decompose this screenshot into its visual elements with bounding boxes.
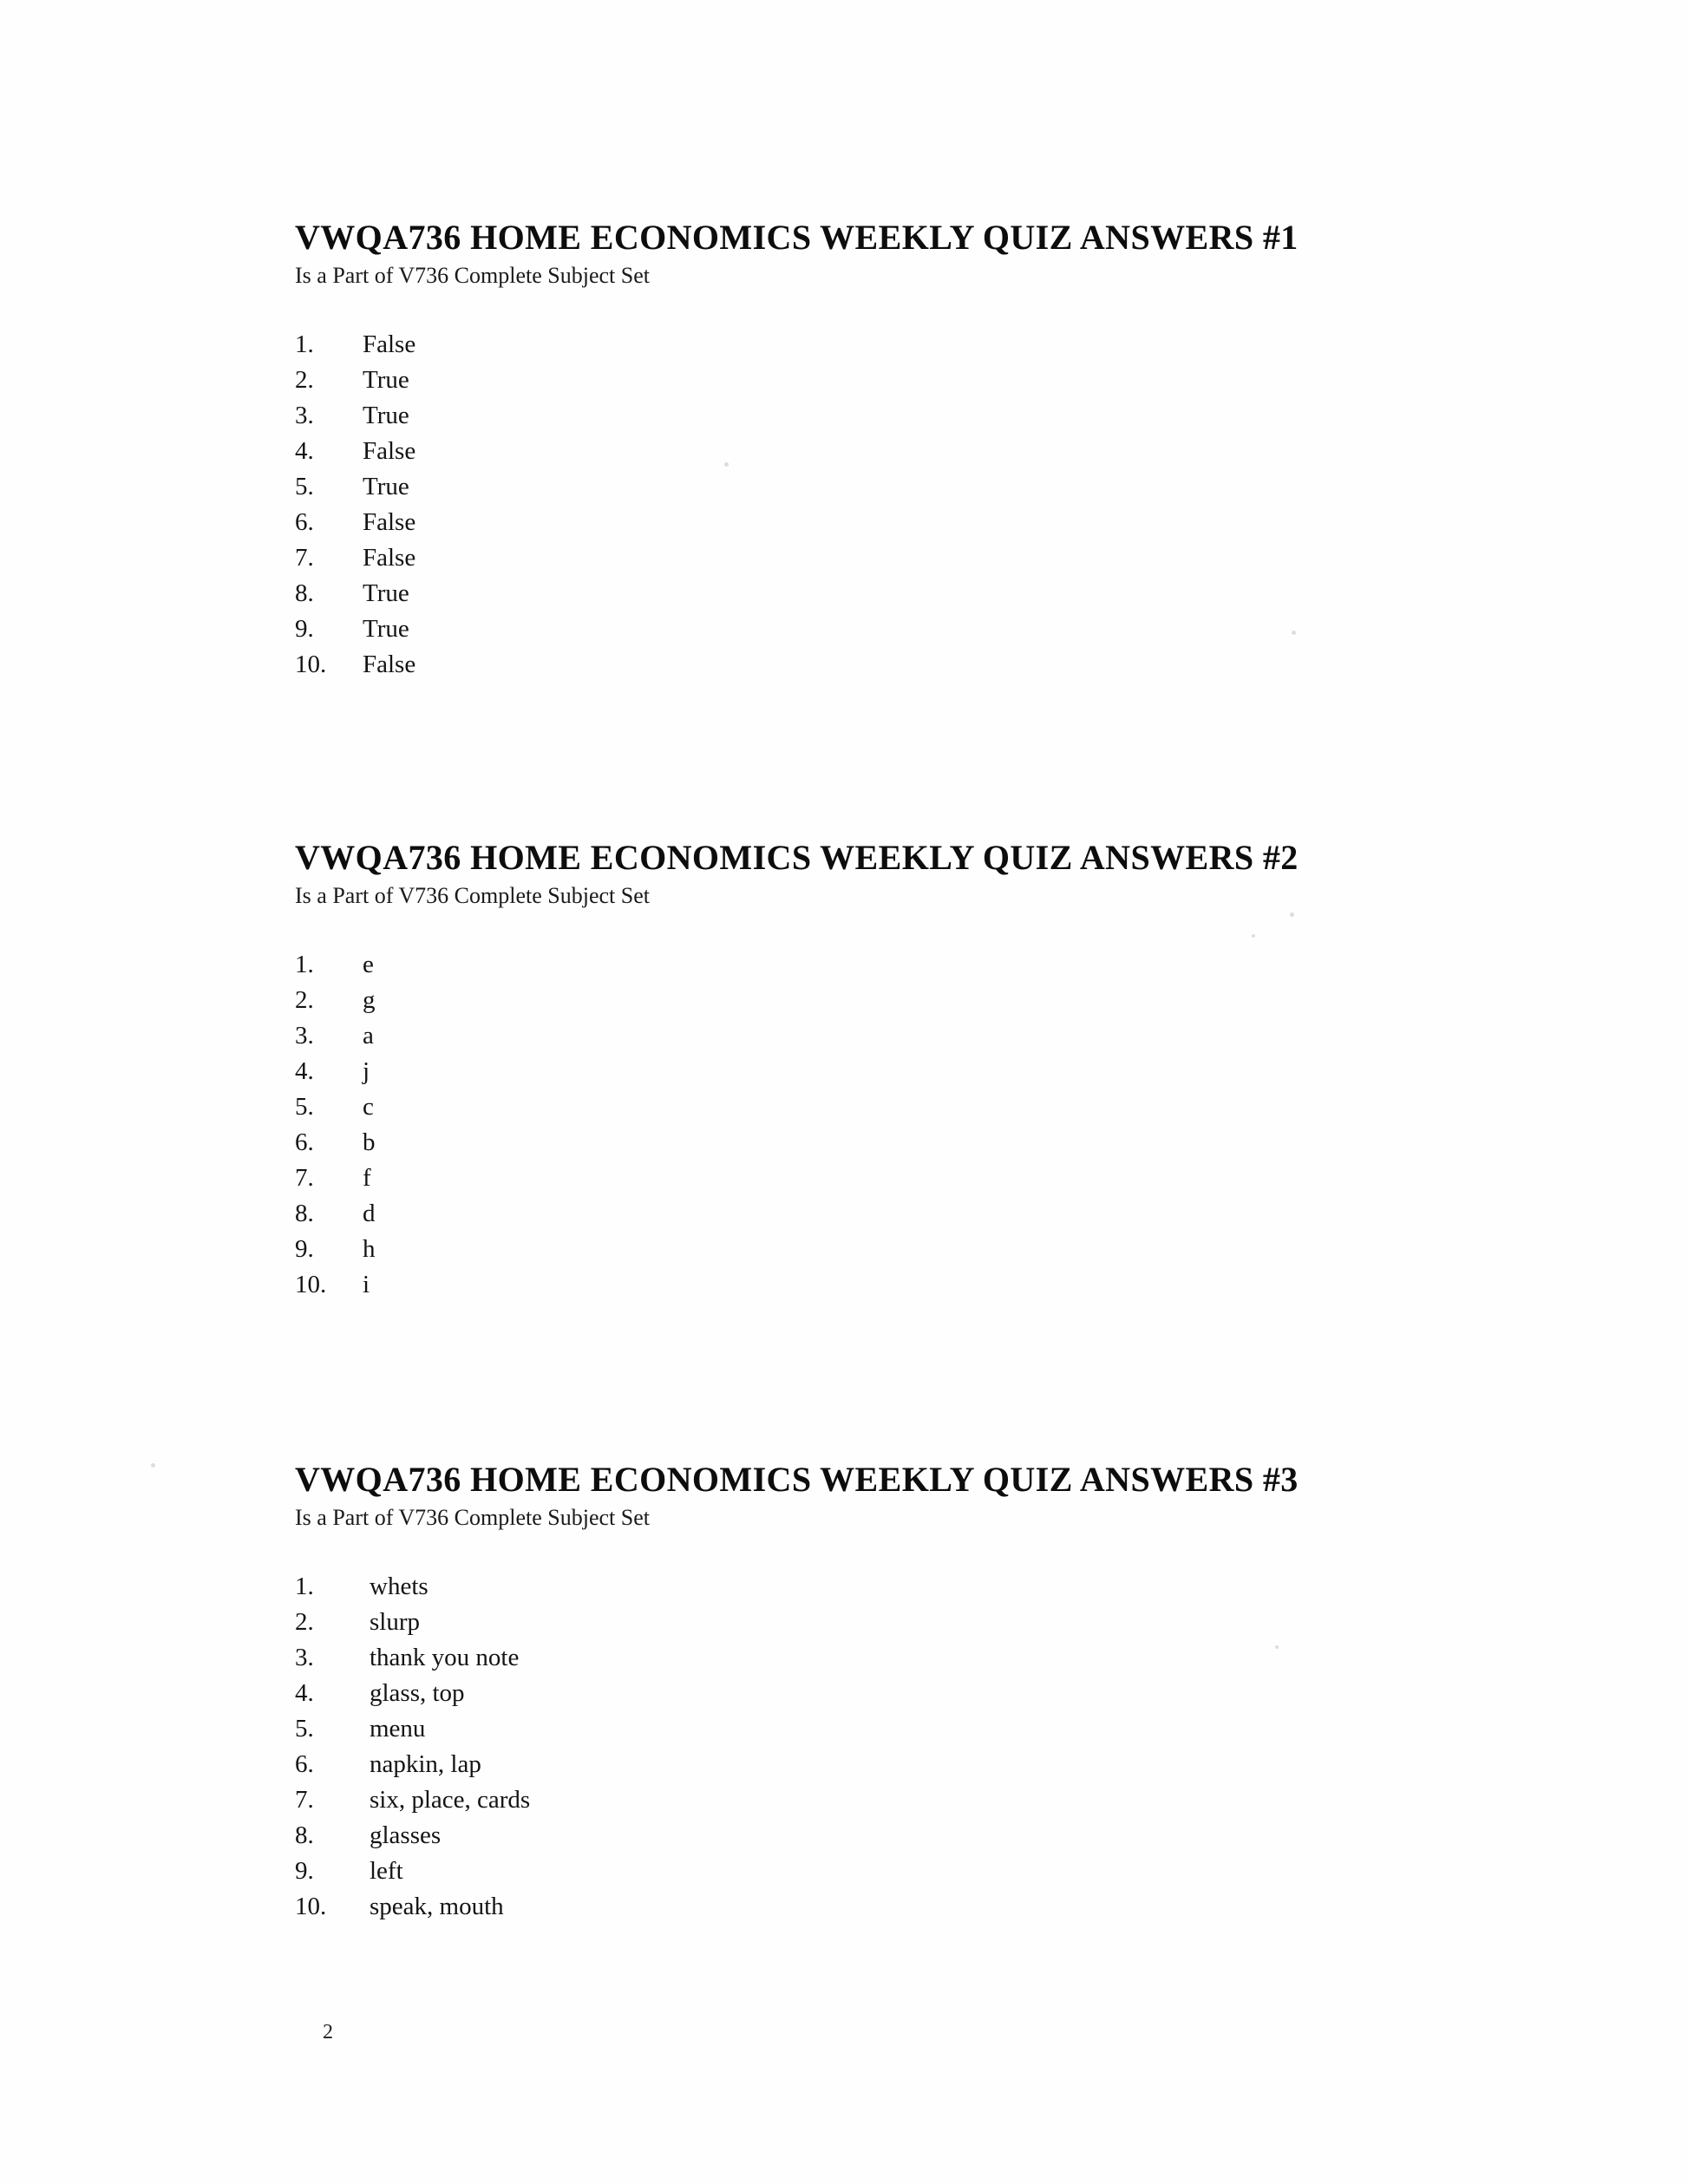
answer-number: 4. [295, 437, 314, 465]
list-item [295, 576, 1527, 611]
answer-value: False [363, 651, 416, 678]
page-number: 2 [323, 2021, 333, 2043]
quiz-title: VWQA736 HOME ECONOMICS WEEKLY QUIZ ANSWERS #3 [295, 1460, 1299, 1499]
list-item [295, 1267, 1527, 1303]
answer-value: speak, mouth [370, 1893, 504, 1920]
answer-value: g [363, 986, 376, 1014]
answer-value: napkin, lap [370, 1750, 481, 1778]
answer-number: 4. [295, 1679, 314, 1707]
answer-number: 10. [295, 1271, 327, 1298]
list-item [295, 1782, 1527, 1818]
answer-list [295, 1569, 1527, 1925]
answer-value: h [363, 1235, 376, 1263]
answer-value: True [363, 473, 409, 500]
answer-number: 6. [295, 508, 314, 536]
answer-value: a [363, 1022, 374, 1049]
list-item [295, 1747, 1527, 1782]
answer-number: 10. [295, 1893, 327, 1920]
answer-number: 5. [295, 1715, 314, 1743]
list-item [295, 1232, 1527, 1267]
answer-value: True [363, 402, 409, 429]
answer-number: 2. [295, 366, 314, 394]
answer-value: False [363, 437, 416, 465]
answer-value: glass, top [370, 1679, 465, 1707]
list-item [295, 947, 1527, 983]
answer-value: True [363, 579, 409, 607]
answer-number: 7. [295, 1164, 314, 1192]
answer-value: True [363, 366, 409, 394]
quiz-subtitle: Is a Part of V736 Complete Subject Set [295, 883, 650, 908]
answer-list [295, 327, 1527, 683]
answer-number: 3. [295, 1644, 314, 1671]
answer-value: whets [370, 1573, 429, 1600]
answer-value: c [363, 1093, 374, 1121]
answer-list [295, 947, 1527, 1303]
list-item [295, 1854, 1527, 1889]
answer-number: 1. [295, 951, 314, 978]
list-item [295, 540, 1527, 576]
answer-value: i [363, 1271, 370, 1298]
list-item [295, 1676, 1527, 1711]
answer-number: 9. [295, 1857, 314, 1885]
answer-number: 6. [295, 1128, 314, 1156]
list-item [295, 1818, 1527, 1854]
list-item [295, 505, 1527, 540]
list-item [295, 1711, 1527, 1747]
list-item [295, 1161, 1527, 1196]
answer-number: 7. [295, 1786, 314, 1814]
answer-value: left [370, 1857, 403, 1885]
answer-value: menu [370, 1715, 426, 1743]
quiz-answers-block-2 [295, 837, 1527, 1303]
block-spacer [295, 1405, 1527, 1459]
answer-number: 9. [295, 615, 314, 643]
answer-value: False [363, 508, 416, 536]
list-item [295, 1640, 1527, 1676]
list-item [295, 647, 1527, 683]
answer-number: 5. [295, 473, 314, 500]
list-item [295, 1089, 1527, 1125]
quiz-answers-block-3 [295, 1459, 1527, 1925]
answer-value: f [363, 1164, 371, 1192]
answer-value: j [363, 1057, 370, 1085]
quiz-title: VWQA736 HOME ECONOMICS WEEKLY QUIZ ANSWERS #2 [295, 838, 1299, 877]
answer-number: 3. [295, 402, 314, 429]
answer-value: slurp [370, 1608, 420, 1636]
scan-speck [151, 1463, 155, 1468]
list-item [295, 1054, 1527, 1089]
answer-number: 8. [295, 579, 314, 607]
list-item [295, 1018, 1527, 1054]
list-item [295, 1125, 1527, 1161]
list-item [295, 1605, 1527, 1640]
answer-value: False [363, 330, 416, 358]
answer-number: 5. [295, 1093, 314, 1121]
answer-number: 1. [295, 1573, 314, 1600]
document-content [295, 217, 1527, 2027]
answer-number: 9. [295, 1235, 314, 1263]
list-item [295, 327, 1527, 363]
list-item [295, 1569, 1527, 1605]
quiz-title: VWQA736 HOME ECONOMICS WEEKLY QUIZ ANSWERS #1 [295, 218, 1299, 257]
answer-number: 6. [295, 1750, 314, 1778]
answer-value: thank you note [370, 1644, 520, 1671]
answer-value: six, place, cards [370, 1786, 531, 1814]
list-item [295, 398, 1527, 434]
block-spacer [295, 785, 1527, 837]
answer-number: 7. [295, 544, 314, 572]
answer-value: glasses [370, 1821, 442, 1849]
list-item [295, 469, 1527, 505]
answer-number: 3. [295, 1022, 314, 1049]
answer-number: 8. [295, 1200, 314, 1227]
answer-value: False [363, 544, 416, 572]
answer-number: 8. [295, 1821, 314, 1849]
quiz-subtitle: Is a Part of V736 Complete Subject Set [295, 1505, 650, 1530]
list-item [295, 1196, 1527, 1232]
answer-number: 10. [295, 651, 327, 678]
answer-value: True [363, 615, 409, 643]
list-item [295, 611, 1527, 647]
answer-number: 2. [295, 1608, 314, 1636]
list-item [295, 434, 1527, 469]
answer-number: 1. [295, 330, 314, 358]
list-item [295, 1889, 1527, 1925]
answer-value: e [363, 951, 374, 978]
quiz-subtitle: Is a Part of V736 Complete Subject Set [295, 263, 650, 288]
answer-number: 2. [295, 986, 314, 1014]
answer-value: d [363, 1200, 376, 1227]
list-item [295, 363, 1527, 398]
answer-value: b [363, 1128, 376, 1156]
answer-number: 4. [295, 1057, 314, 1085]
list-item [295, 983, 1527, 1018]
quiz-answers-block-1 [295, 217, 1527, 683]
